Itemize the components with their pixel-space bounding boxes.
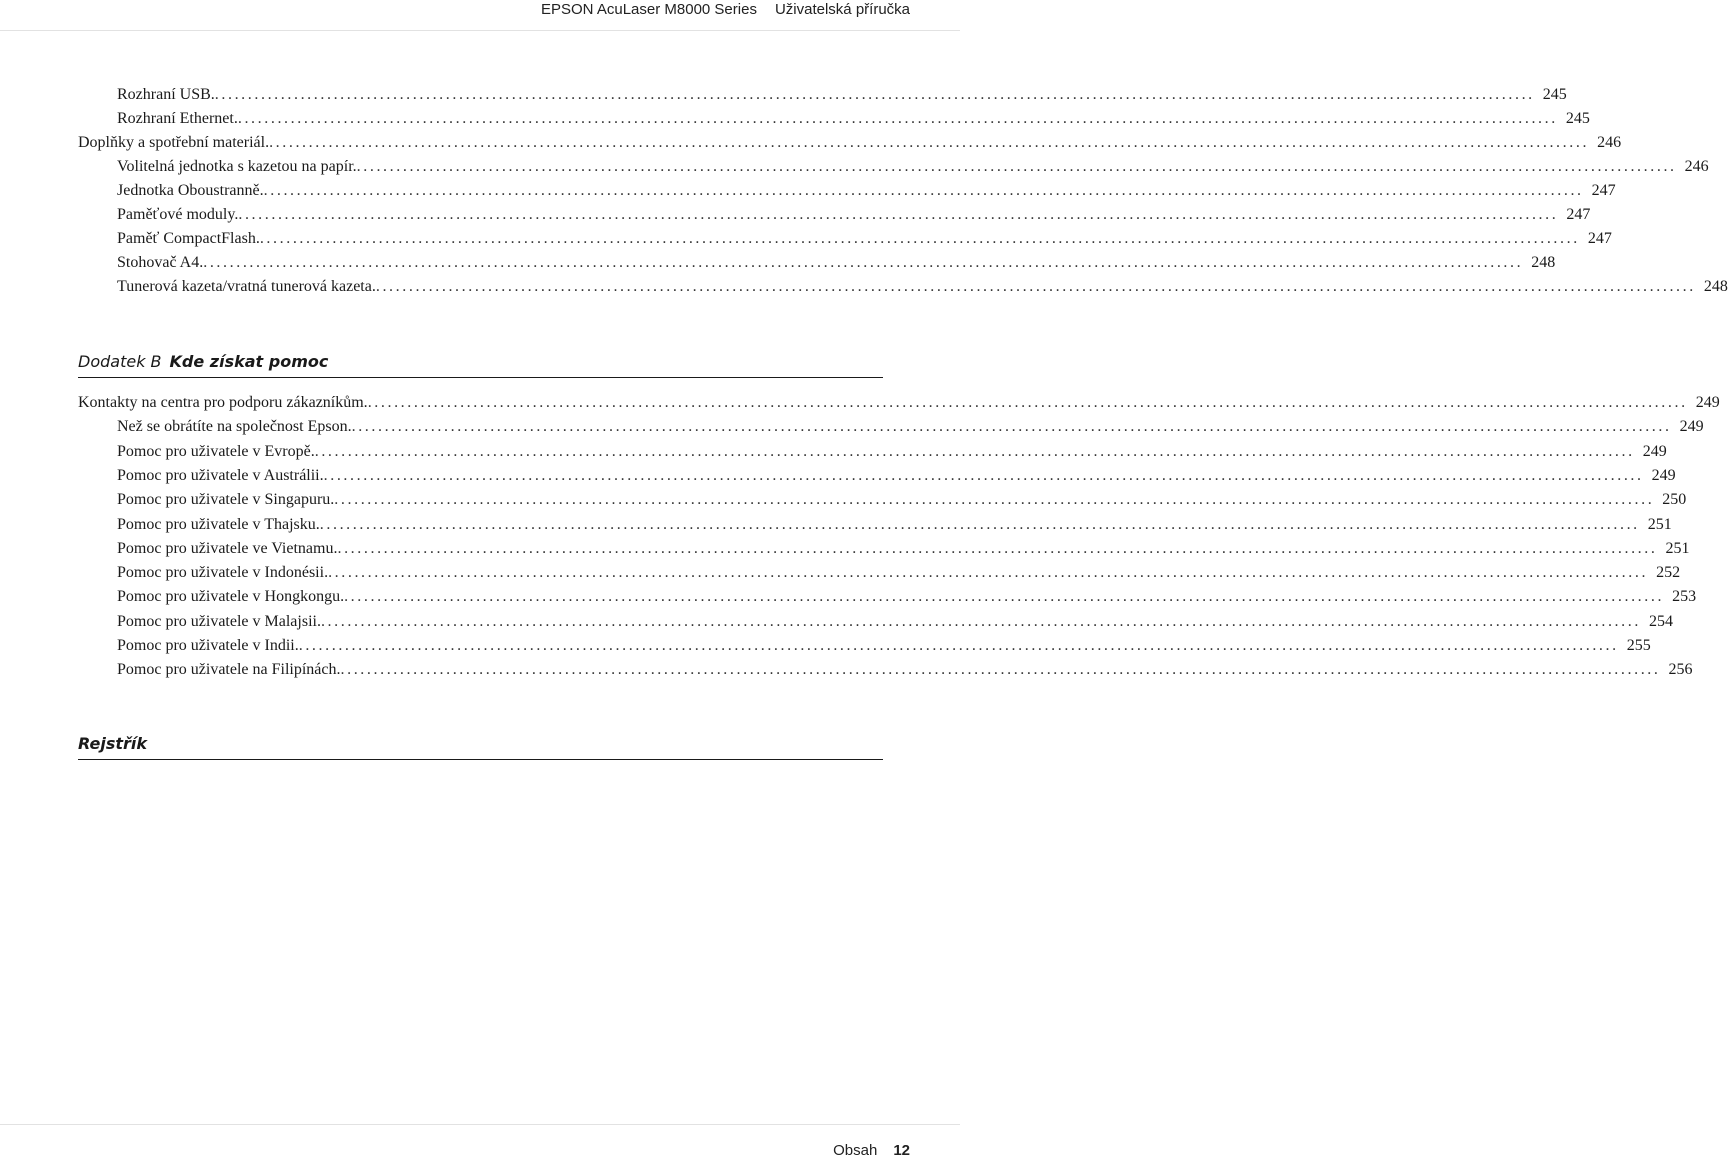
toc-entry-page: 255 <box>1626 637 1651 654</box>
toc-entry-label: Kontakty na centra pro podporu zákazníkům. <box>78 394 368 411</box>
dot-leader: ........................................................................................................................................................................................................ <box>237 110 1558 127</box>
toc-entry-page: 245 <box>1565 110 1590 127</box>
toc-entry-page: 253 <box>1672 588 1697 606</box>
toc-entry-page: 256 <box>1668 661 1693 679</box>
toc-entry[interactable] <box>117 637 1651 661</box>
dot-leader: ........................................................................................................................................................................................................ <box>337 539 1658 557</box>
dot-leader: ........................................................................................................................................................................................................ <box>344 588 1665 606</box>
dot-leader: ........................................................................................................................................................................................................ <box>203 254 1524 271</box>
toc-entry-page: 250 <box>1662 491 1687 509</box>
dot-leader: ........................................................................................................................................................................................................ <box>269 134 1590 151</box>
toc-entry-page: 249 <box>1679 418 1704 436</box>
toc-entry[interactable] <box>117 539 1690 564</box>
toc-entry-page: 249 <box>1695 394 1720 411</box>
toc-entry[interactable] <box>117 182 1616 206</box>
page-header <box>541 0 910 20</box>
toc-entry-label: Rozhraní USB. <box>117 86 215 103</box>
toc-entry-page: 245 <box>1542 86 1567 103</box>
page-footer <box>833 1142 910 1159</box>
toc-entry[interactable] <box>78 394 1720 418</box>
toc-entry[interactable] <box>117 418 1704 442</box>
toc-entry-label: Pomoc pro uživatele ve Vietnamu. <box>117 539 338 557</box>
dot-leader: ........................................................................................................................................................................................................ <box>314 442 1635 460</box>
toc-entry[interactable] <box>117 564 1681 588</box>
toc-entry[interactable] <box>117 110 1590 134</box>
footer-page-number: 12 <box>893 1142 910 1159</box>
toc-entry-label: Pomoc pro uživatele v Thajsku. <box>117 515 320 533</box>
dot-leader: ........................................................................................................................................................................................................ <box>238 206 1559 223</box>
toc-entry-page: 251 <box>1647 515 1672 533</box>
toc-entry-page: 254 <box>1648 612 1673 630</box>
dot-leader: ........................................................................................................................................................................................................ <box>319 515 1640 533</box>
toc-entry-label: Pomoc pro uživatele v Evropě. <box>117 442 315 460</box>
toc-entry-label: Doplňky a spotřební materiál. <box>78 134 270 151</box>
dot-leader: ........................................................................................................................................................................................................ <box>367 394 1688 411</box>
toc-entry-page: 252 <box>1656 564 1681 582</box>
appendix-b-heading[interactable] <box>78 352 883 378</box>
footer-section: Obsah <box>833 1142 878 1159</box>
toc-entry[interactable] <box>117 612 1673 637</box>
toc-entry-label: Pomoc pro uživatele v Indii. <box>117 637 299 654</box>
toc-entry[interactable] <box>117 158 1709 182</box>
toc-entry-label: Pomoc pro uživatele v Austrálii. <box>117 466 324 484</box>
toc-entry[interactable] <box>117 278 1728 302</box>
toc-entry-label: Paměť CompactFlash. <box>117 230 260 247</box>
toc-entry[interactable] <box>117 442 1667 467</box>
toc-entry[interactable] <box>117 206 1591 230</box>
product-name: EPSON AcuLaser M8000 Series <box>541 1 757 18</box>
toc-entry[interactable] <box>117 661 1693 685</box>
toc-entry-label: Pomoc pro uživatele na Filipínách. <box>117 661 341 679</box>
toc-entry-page: 249 <box>1642 442 1667 460</box>
toc-entry-page: 248 <box>1531 254 1556 271</box>
dot-leader: ........................................................................................................................................................................................................ <box>334 491 1655 509</box>
document-title: Uživatelská příručka <box>774 1 910 18</box>
toc-entry-page: 246 <box>1597 134 1622 151</box>
toc-entry-page: 247 <box>1591 182 1616 199</box>
toc-entry-label: Rozhraní Ethernet. <box>117 110 238 127</box>
appendix-title: Kde získat pomoc <box>169 352 329 371</box>
index-title: Rejstřík <box>78 734 148 753</box>
toc-entry-label: Tunerová kazeta/vratná tunerová kazeta. <box>117 278 376 295</box>
toc-entry-page: 251 <box>1665 539 1690 557</box>
toc-entry[interactable] <box>117 491 1687 515</box>
dot-leader: ........................................................................................................................................................................................................ <box>375 278 1696 295</box>
toc-entry[interactable] <box>117 254 1556 278</box>
dot-leader: ........................................................................................................................................................................................................ <box>340 661 1661 679</box>
toc-entry-label: Paměťové moduly. <box>117 206 239 223</box>
toc-entry[interactable] <box>117 588 1697 612</box>
appendix-prefix: Dodatek B <box>78 352 162 371</box>
toc-entry-label: Volitelná jednotka s kazetou na papír. <box>117 158 357 175</box>
toc-entry[interactable] <box>117 515 1672 540</box>
toc-entry-page: 249 <box>1651 466 1676 484</box>
toc-entry[interactable] <box>117 86 1567 110</box>
dot-leader: ........................................................................................................................................................................................................ <box>320 612 1641 630</box>
toc-entry-label: Pomoc pro uživatele v Hongkongu. <box>117 588 345 606</box>
toc-entry[interactable] <box>78 134 1622 158</box>
toc-entry-label: Pomoc pro uživatele v Indonésii. <box>117 564 329 582</box>
footer-divider <box>0 1124 960 1125</box>
index-heading[interactable] <box>78 734 883 760</box>
toc-entry[interactable] <box>117 466 1676 491</box>
dot-leader: ........................................................................................................................................................................................................ <box>263 182 1584 199</box>
toc-entry-label: Jednotka Oboustranně. <box>117 182 264 199</box>
toc-entry-page: 248 <box>1703 278 1728 295</box>
dot-leader: ........................................................................................................................................................................................................ <box>214 86 1535 103</box>
toc-entry-page: 247 <box>1587 230 1612 247</box>
toc-entry-label: Pomoc pro uživatele v Singapuru. <box>117 491 335 509</box>
dot-leader: ........................................................................................................................................................................................................ <box>356 158 1677 175</box>
toc-entry-label: Pomoc pro uživatele v Malajsii. <box>117 612 321 630</box>
toc-entry-page: 247 <box>1566 206 1591 223</box>
dot-leader: ........................................................................................................................................................................................................ <box>298 637 1619 654</box>
dot-leader: ........................................................................................................................................................................................................ <box>351 418 1672 436</box>
dot-leader: ........................................................................................................................................................................................................ <box>328 564 1649 582</box>
toc-entry-page: 246 <box>1684 158 1709 175</box>
header-divider <box>0 30 960 31</box>
dot-leader: ........................................................................................................................................................................................................ <box>259 230 1580 247</box>
dot-leader: ........................................................................................................................................................................................................ <box>323 466 1644 484</box>
toc-entry-label: Než se obrátíte na společnost Epson. <box>117 418 352 436</box>
toc-entry[interactable] <box>117 230 1612 254</box>
toc-entry-label: Stohovač A4. <box>117 254 204 271</box>
